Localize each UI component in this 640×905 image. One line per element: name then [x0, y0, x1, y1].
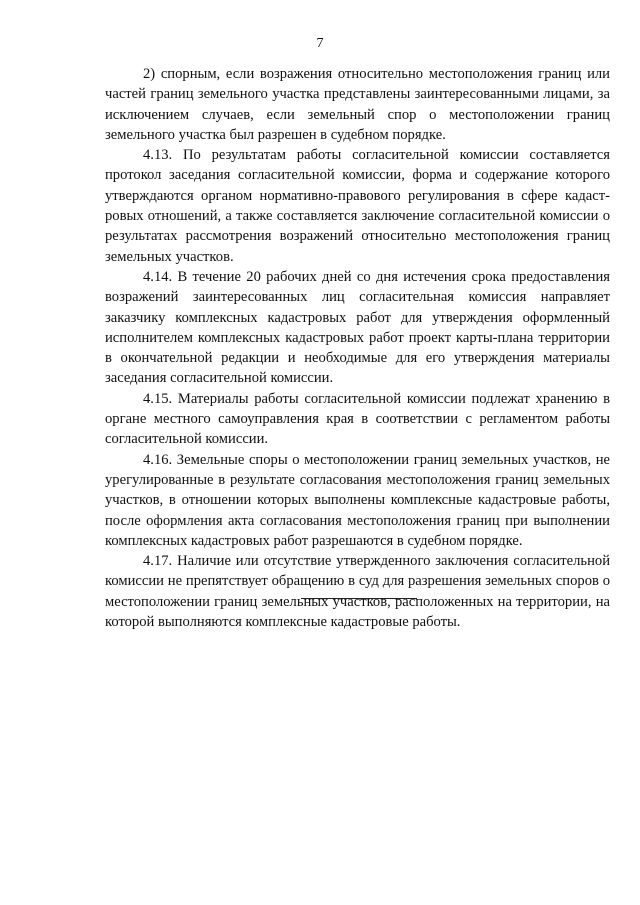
end-of-document-rule: [301, 598, 417, 599]
paragraph-4-14: 4.14. В течение 20 рабочих дней со дня истечения срока предоставления возражений заинтересованных лиц согласительная комиссия направляет заказчику комплексных кадастровых работ для утверждения оформленный исполнителем комплексных кадастровых работ проект карты-плана территории в окончательной редакции и необходимые для его утверждения материалы заседания согласительной комиссии.: [105, 268, 610, 387]
paragraph-4-15: 4.15. Материалы работы согласительной комиссии подлежат хранению в органе местного самоуправления края в соответствии с регламентом работы согласительной комиссии.: [105, 390, 610, 448]
page-number: 7: [316, 36, 324, 51]
paragraph-4-13: 4.13. По результатам работы согласительной комиссии составляется протокол заседания согласительной комиссии, форма и содержание которого утверждаются органом нормативно-правового регулирования в сфере кадастровых отношений, а также составляется заключение согласительной комиссии о результатах рассмотрения возражений относительно местоположения границ земельных участков.: [105, 147, 610, 265]
paragraph-item-2: 2) спорным, если возражения относительно местоположения границ или частей границ земельного участка представлены заинтересованными лицами, за исключением случаев, если земельный спор о местоположении границ земельного участка был разрешен в судебном порядке.: [105, 66, 610, 143]
paragraph-4-16: 4.16. Земельные споры о местоположении границ земельных участков, не урегулированные в результате согласования местоположения границ земельных участков, в отношении которых выполнены комплексные кадастровые работы, после оформления акта согласования местоположения границ при выполнении комплексных кадастровых работ разрешаются в судебном порядке.: [105, 451, 610, 549]
paragraph-4-17: 4.17. Наличие или отсутствие утвержденного заключения согласительной комиссии не препятствует обращению в суд для разрешения земельных споров о местоположении границ земельных участков, расположенных на территории, на которой выполняются комплексные кадастровые работы.: [105, 553, 610, 631]
document-body: [105, 64, 610, 632]
